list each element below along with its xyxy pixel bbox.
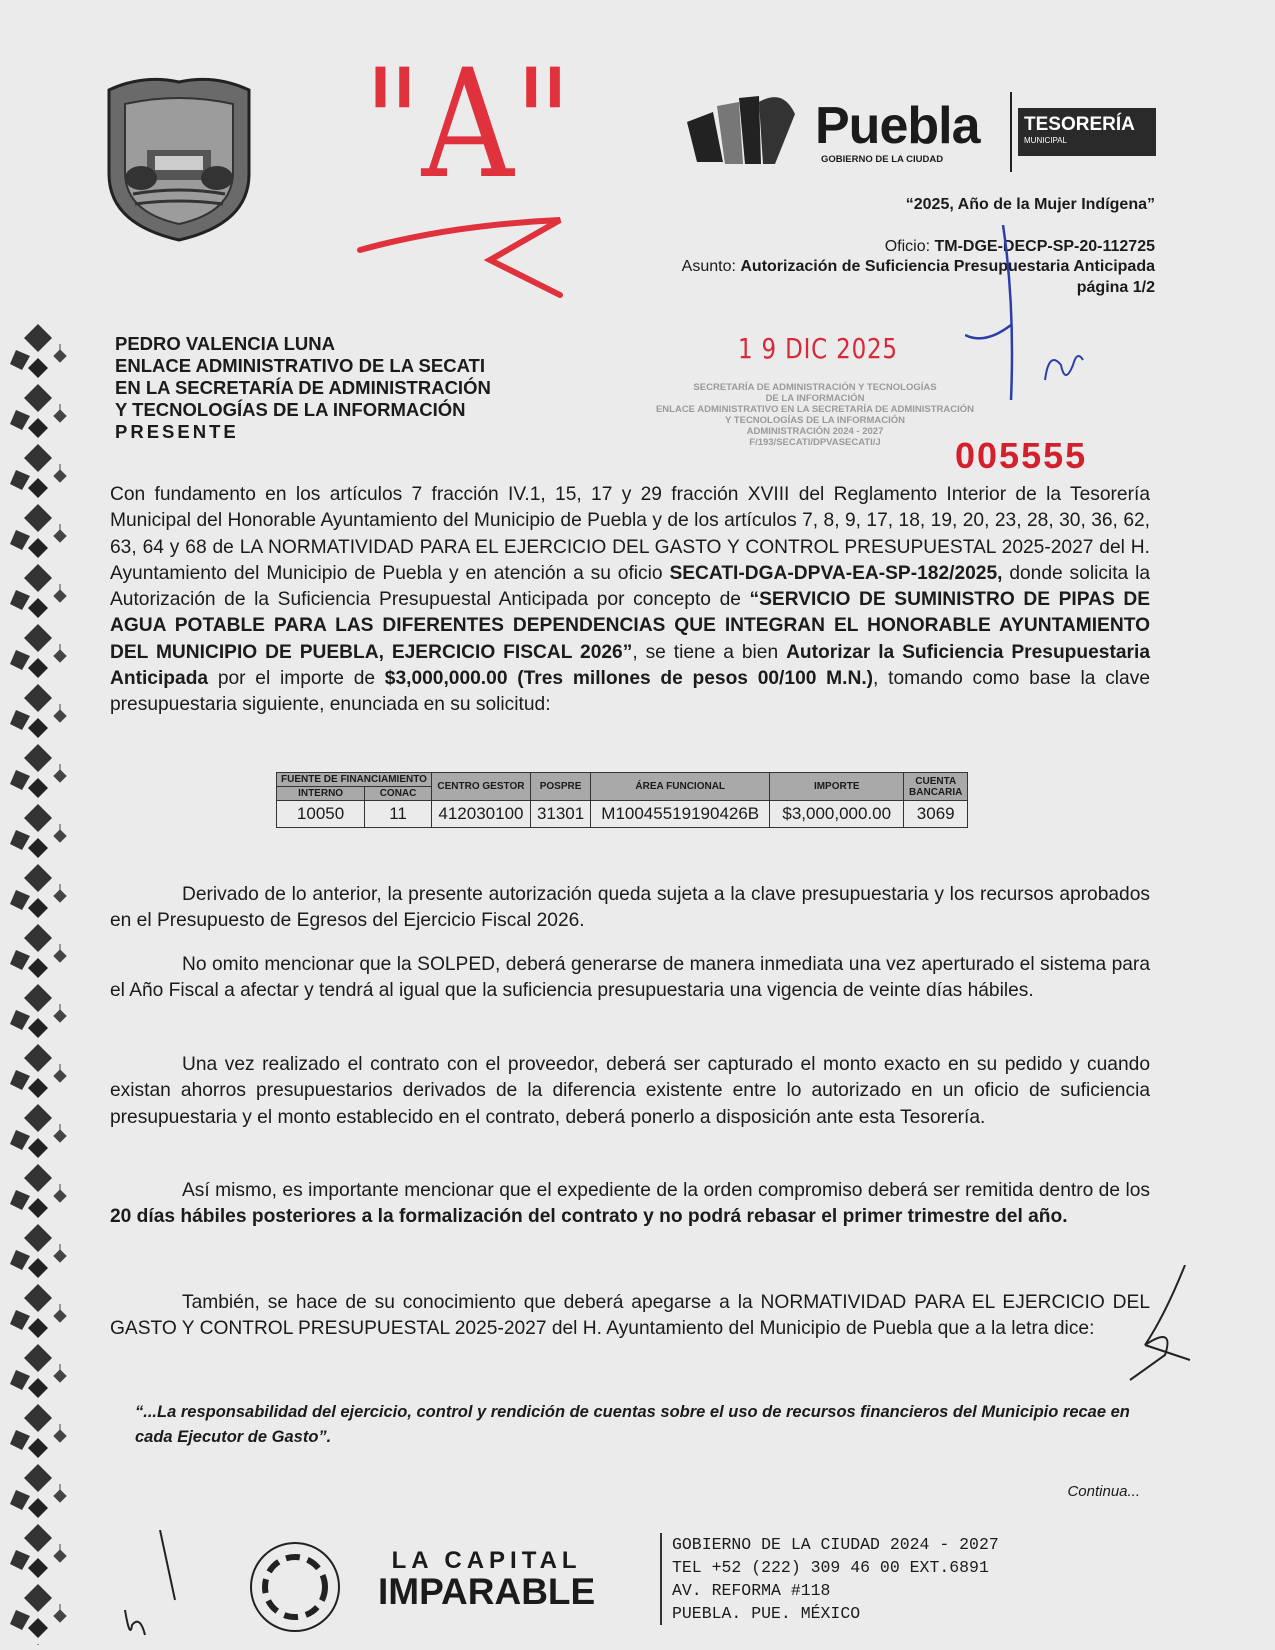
folio-number-stamp: 005555 xyxy=(955,435,1088,476)
stamp-line: SECRETARÍA DE ADMINISTRACIÓN Y TECNOLOGÍAS xyxy=(693,382,937,393)
header-pospre: POSPRE xyxy=(530,773,590,801)
oficio-label: Oficio: xyxy=(884,238,935,255)
header-conac: CONAC xyxy=(365,787,432,801)
header-centro-gestor: CENTRO GESTOR xyxy=(431,773,530,801)
text: donde solicita la Autorización de la Suficiencia Presupuestal Anticipada por concepto de xyxy=(110,562,1151,611)
footer-street: AV. REFORMA #118 xyxy=(672,1581,831,1600)
slogan-line-1: LA CAPITAL xyxy=(391,1547,582,1574)
budget-key-table xyxy=(276,772,968,828)
footer-city: PUEBLA. PUE. MÉXICO xyxy=(672,1604,861,1623)
logo-subtitle: GOBIERNO DE LA CIUDAD xyxy=(821,154,944,165)
decorative-border xyxy=(8,320,78,1645)
header-fuente: FUENTE DE FINANCIAMIENTO xyxy=(277,773,432,787)
logo-city-name: Puebla xyxy=(815,97,980,155)
authorization-phrase: Autorizar la Suficiencia Presupuestaria Anticipada xyxy=(110,641,1150,690)
cell-area-funcional: M10045519190426B xyxy=(591,801,770,828)
municipal-seal-logo xyxy=(103,74,255,242)
asunto-label: Asunto: xyxy=(681,258,741,275)
asunto-value: Autorización de Suficiencia Presupuestaria Anticipada xyxy=(740,258,1155,275)
paragraph-contract: Una vez realizado el contrato con el proveedor, deberá ser capturado el monto exacto en su pedido y cuando existan ahorros presupuestarios derivados de la diferencia existente entre lo autorizado en un oficio de suficiencia presupuestaria y el monto establecido en el contrato, deberá ponerlo a disposición ante esta Tesorería. xyxy=(110,1054,1150,1128)
slogan-line-2: IMPARABLE xyxy=(378,1571,596,1612)
puebla-emblem-icon xyxy=(683,92,813,172)
recipient-title-line-1: ENLACE ADMINISTRATIVO DE LA SECATI xyxy=(115,355,485,376)
header-interno: INTERNO xyxy=(277,787,365,801)
tesoreria-label: TESORERÍA xyxy=(1024,114,1135,135)
cell-importe: $3,000,000.00 xyxy=(770,801,904,828)
tesoreria-badge xyxy=(1018,108,1156,156)
handwritten-underline-stroke xyxy=(340,55,590,305)
service-concept: “SERVICIO DE SUMINISTRO DE PIPAS DE AGUA POTABLE PARA LAS DIFERENTES DEPENDENCIAS QUE INTEGRAN EL HONORABLE AYUNTAMIENTO DEL MUNICIPIO DE PUEBLA, EJERCICIO FISCAL 2026” xyxy=(110,589,1151,663)
stamp-line: DE LA INFORMACIÓN xyxy=(765,393,865,404)
municipal-label: MUNICIPAL xyxy=(1024,136,1067,145)
cell-interno: 10050 xyxy=(277,801,365,828)
deadline-emphasis: 20 días hábiles posteriores a la formalización del contrato y no podrá rebasar el primer trimestre del año. xyxy=(110,1206,1068,1228)
normativity-quote: “...La responsabilidad del ejercicio, control y rendición de cuentas sobre el uso de recursos financieros del Municipio recae en cada Ejecutor de Gasto”. xyxy=(135,1403,1130,1446)
cell-cuenta-bancaria: 3069 xyxy=(904,801,968,828)
puebla-tesoreria-logo xyxy=(683,92,1158,172)
year-motto: “2025, Año de la Mujer Indígena” xyxy=(905,196,1155,213)
paragraph-subject-to: Derivado de lo anterior, la presente autorización queda sujeta a la clave presupuestaria y los recursos aprobados en el Presupuesto de Egresos del Ejercicio Fiscal 2026. xyxy=(110,884,1150,932)
header-area-funcional: ÁREA FUNCIONAL xyxy=(591,773,770,801)
page-number: página 1/2 xyxy=(1076,279,1155,296)
text: Así mismo, es importante mencionar que el expediente de la orden compromiso deberá ser remitida dentro de los xyxy=(182,1180,1150,1201)
text: , tomando como base la clave presupuestaria siguiente, enunciada en su solicitud: xyxy=(110,668,1150,716)
cell-centro-gestor: 412030100 xyxy=(431,801,530,828)
stamp-line: ENLACE ADMINISTRATIVO EN LA SECRETARÍA DE ADMINISTRACIÓN xyxy=(655,404,975,415)
table-row xyxy=(277,801,968,828)
oficio-number: TM-DGE-DECP-SP-20-112725 xyxy=(934,238,1155,255)
text: por el importe de xyxy=(208,668,385,690)
handwritten-signature xyxy=(1125,1265,1195,1385)
paragraph-normativity: También, se hace de su conocimiento que deberá apegarse a la NORMATIVIDAD PARA EL EJERCICIO DEL GASTO Y CONTROL PRESUPUESTAL 2025-2027 del H. Ayuntamiento del Municipio de Puebla que a la letra dice: xyxy=(110,1292,1150,1340)
cell-conac: 11 xyxy=(365,801,432,828)
received-date-stamp: 1 9 DIC 2025 xyxy=(738,332,898,365)
paragraph-solped: No omito mencionar que la SOLPED, deberá generarse de manera inmediata una vez aperturado el sistema para el Año Fiscal a afectar y tendrá al igual que la suficiencia presupuestaria una vigencia de veinte días hábiles. xyxy=(110,954,1150,1002)
continued-label: Continua... xyxy=(1067,1483,1140,1500)
stamp-line: ADMINISTRACIÓN 2024 - 2027 xyxy=(746,426,884,437)
footer-line: GOBIERNO DE LA CIUDAD 2024 - 2027 xyxy=(672,1535,999,1554)
footer-contact xyxy=(660,1533,999,1625)
recipient-title-line-2: EN LA SECRETARÍA DE ADMINISTRACIÓN xyxy=(115,377,491,398)
logo-divider xyxy=(1010,92,1012,172)
paragraph-authorization xyxy=(110,482,1150,719)
paragraph-deadline xyxy=(110,1178,1150,1231)
text: , se tiene a bien xyxy=(632,641,787,663)
la-capital-imparable-logo xyxy=(378,1547,596,1612)
stamp-line: F/193/SECATI/DPVASECATI/J xyxy=(749,437,881,448)
handwritten-initials-footer xyxy=(120,1530,180,1645)
footer-phone: TEL +52 (222) 309 46 00 EXT.6891 xyxy=(672,1558,989,1577)
handwritten-annotation-mark: "A" xyxy=(363,38,573,212)
text: Con fundamento en los artículos 7 fracción IV.1, 15, 17 y 29 fracción XVIII del Reglamento Interior de la Tesorería Municipal del Honorable Ayuntamiento del Municipio de Puebla y de los artículos 7, 8, 9, 17, 18, 19, 20, 23, 28, 30, 36, 62, 63, 64 y 68 de LA NORMATIVIDAD PARA EL EJERCICIO DEL GASTO Y CONTROL PRESUPUESTAL 2025-2027 del H. Ayuntamiento del Municipio de Puebla y en atención a su oficio xyxy=(110,484,1150,584)
header-importe: IMPORTE xyxy=(770,773,904,801)
authorized-amount: $3,000,000.00 (Tres millones de pesos 00/100 M.N.) xyxy=(384,668,874,690)
recipient-name: PEDRO VALENCIA LUNA xyxy=(115,333,335,354)
stamp-line: Y TECNOLOGÍAS DE LA INFORMACIÓN xyxy=(725,415,905,426)
header-cuenta-bancaria: CUENTA BANCARIA xyxy=(904,773,968,801)
request-oficio-number: SECATI-DGA-DPVA-EA-SP-182/2025, xyxy=(669,562,1003,584)
equality-norm-seal xyxy=(245,1537,345,1637)
cell-pospre: 31301 xyxy=(530,801,590,828)
recipient-block xyxy=(115,333,491,443)
reception-stamp xyxy=(630,382,1000,448)
recipient-title-line-3: Y TECNOLOGÍAS DE LA INFORMACIÓN xyxy=(115,399,466,420)
presente-label: PRESENTE xyxy=(115,421,239,442)
